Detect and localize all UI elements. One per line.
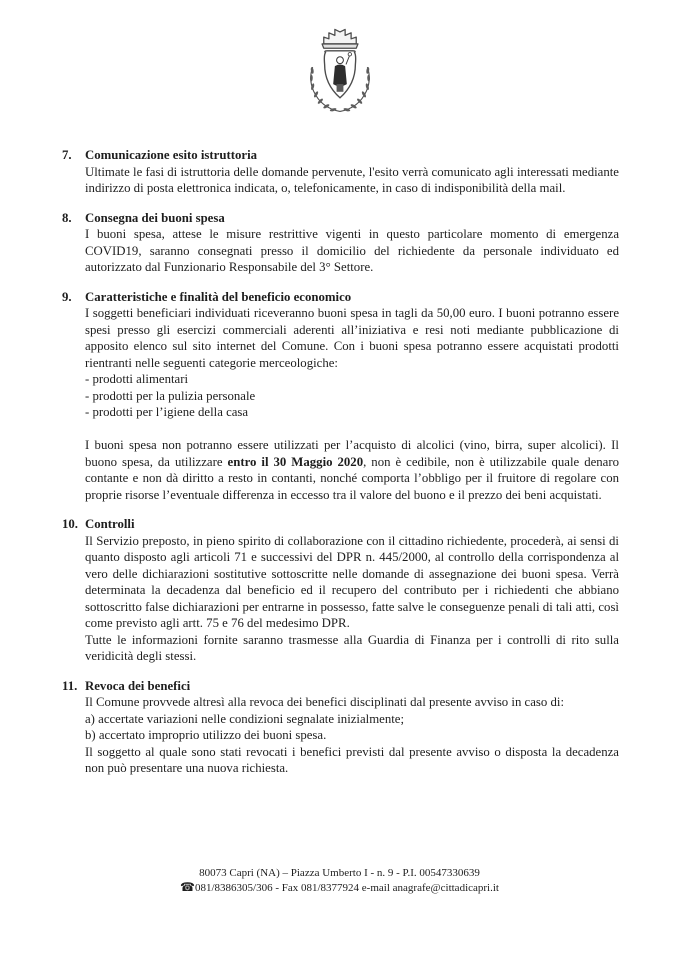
section-number: 8. xyxy=(62,210,72,225)
section-title: Consegna dei buoni spesa xyxy=(85,210,225,225)
section-number: 7. xyxy=(62,148,72,162)
paragraph: I buoni spesa, attese le misure restrittive vigenti in questo particolare momento di emergenza COVID19, saranno consegnati presso il domicilio del richiedente da personale individuato ed autorizzato dal Funzionario Responsabile del 3° Settore. xyxy=(85,227,619,274)
footer-address-line: 80073 Capri (NA) – Piazza Umberto I - n. 9 - P.I. 00547330639 xyxy=(199,867,480,879)
section-title: Revoca dei benefici xyxy=(85,678,191,693)
section-number: 11. xyxy=(62,678,78,693)
section-9-heading xyxy=(62,289,619,306)
deadline-emphasis: entro il 30 Maggio 2020 xyxy=(227,454,364,469)
section-10-heading xyxy=(62,516,619,533)
section-9-caratteristiche xyxy=(62,289,619,504)
list-item-prodotti-alimentari: - prodotti alimentari xyxy=(85,372,189,386)
section-7-heading xyxy=(62,147,619,164)
page-footer xyxy=(0,866,679,895)
blank-line xyxy=(85,421,619,438)
paragraph-scadenza xyxy=(85,437,619,503)
section-10-controlli xyxy=(62,516,619,665)
paragraph: Ultimate le fasi di istruttoria delle domande pervenute, l'esito verrà comunicato agli interessati mediante indirizzo di posta elettronica indicata, o, telefonicamente, in caso di indisponibilità della mail. xyxy=(85,164,619,195)
section-11-revoca xyxy=(62,678,619,777)
closing-text-post: , non è cedibile, non è utilizzabile quale denaro contante e non dà diritto a resto in contanti, nonché comporta l’obbligo per il fruitore di regolare con proprie risorse l’eventuale differenza in eccesso tra il valore del buono e il prezzo dei beni acquistati. xyxy=(85,454,620,502)
section-number: 10. xyxy=(62,517,78,531)
section-title: Comunicazione esito istruttoria xyxy=(85,148,258,162)
closing-text-pre: I buoni spesa non potranno essere utilizzati per l’acquisto di alcolici (vino, birra, super alcolici). Il buono spesa, da utilizzare xyxy=(85,438,619,469)
paragraph: I soggetti beneficiari individuati riceveranno buoni spesa in tagli da 50,00 euro. I buoni potranno essere spesi presso gli esercizi commerciali aderenti all’iniziativa e resi noti mediante pubblicazione di apposito elenco sul sito internet del Comune. Con i buoni spesa potranno essere acquistati prodotti rientranti nelle seguenti categorie merceologiche: xyxy=(85,306,619,370)
list-item-b: b) accertato improprio utilizzo dei buoni spesa. xyxy=(85,728,327,742)
list-item-igiene-casa: - prodotti per l’igiene della casa xyxy=(85,405,249,419)
paragraph: Tutte le informazioni fornite saranno trasmesse alla Guardia di Finanza per i controlli di rito sulla veridicità degli stessi. xyxy=(85,632,619,663)
section-title: Caratteristiche e finalità del beneficio economico xyxy=(85,289,352,304)
paragraph: Il Servizio preposto, in pieno spirito di collaborazione con il cittadino richiedente, procederà, ai sensi di quanto disposto agli articoli 71 e successivi del DPR n. 445/2000, al controllo della corrispondenza al vero delle dichiarazioni sostitutive sottoscritte nelle domande di assegnazione dei buoni spesa. Verrà determinata la decadenza dal beneficio ed il recupero del contributo per i richiedenti che abbiano sottoscritto false dichiarazioni per entrarne in possesso, fatte salve le conseguenze penali di tali atti, così come previsto agli artt. 75 e 76 del medesimo DPR. xyxy=(85,533,619,630)
list-item-a: a) accertate variazioni nelle condizioni segnalate inizialmente; xyxy=(85,711,405,726)
section-8-consegna-buoni xyxy=(62,210,619,276)
footer-contacts-text: 081/8386305/306 - Fax 081/8377924 e-mail anagrafe@cittadicapri.it xyxy=(194,882,499,894)
capri-coat-of-arms xyxy=(0,26,679,120)
section-number: 9. xyxy=(62,289,72,304)
document-body xyxy=(62,147,619,790)
section-8-heading xyxy=(62,210,619,227)
list-item-pulizia-personale: - prodotti per la pulizia personale xyxy=(85,388,256,403)
paragraph: Il Comune provvede altresì alla revoca dei benefici disciplinati dal presente avviso in caso di: xyxy=(85,695,565,709)
section-7-comunicazione-esito xyxy=(62,147,619,197)
paragraph: Il soggetto al quale sono stati revocati i benefici previsti dal presente avviso o disposta la decadenza non può presentare una nuova richiesta. xyxy=(85,744,619,775)
coat-of-arms-icon xyxy=(297,26,383,120)
phone-icon: ☎ xyxy=(180,880,195,894)
section-11-heading xyxy=(62,678,619,695)
footer-contacts-line xyxy=(0,880,679,895)
section-title: Controlli xyxy=(85,517,135,531)
